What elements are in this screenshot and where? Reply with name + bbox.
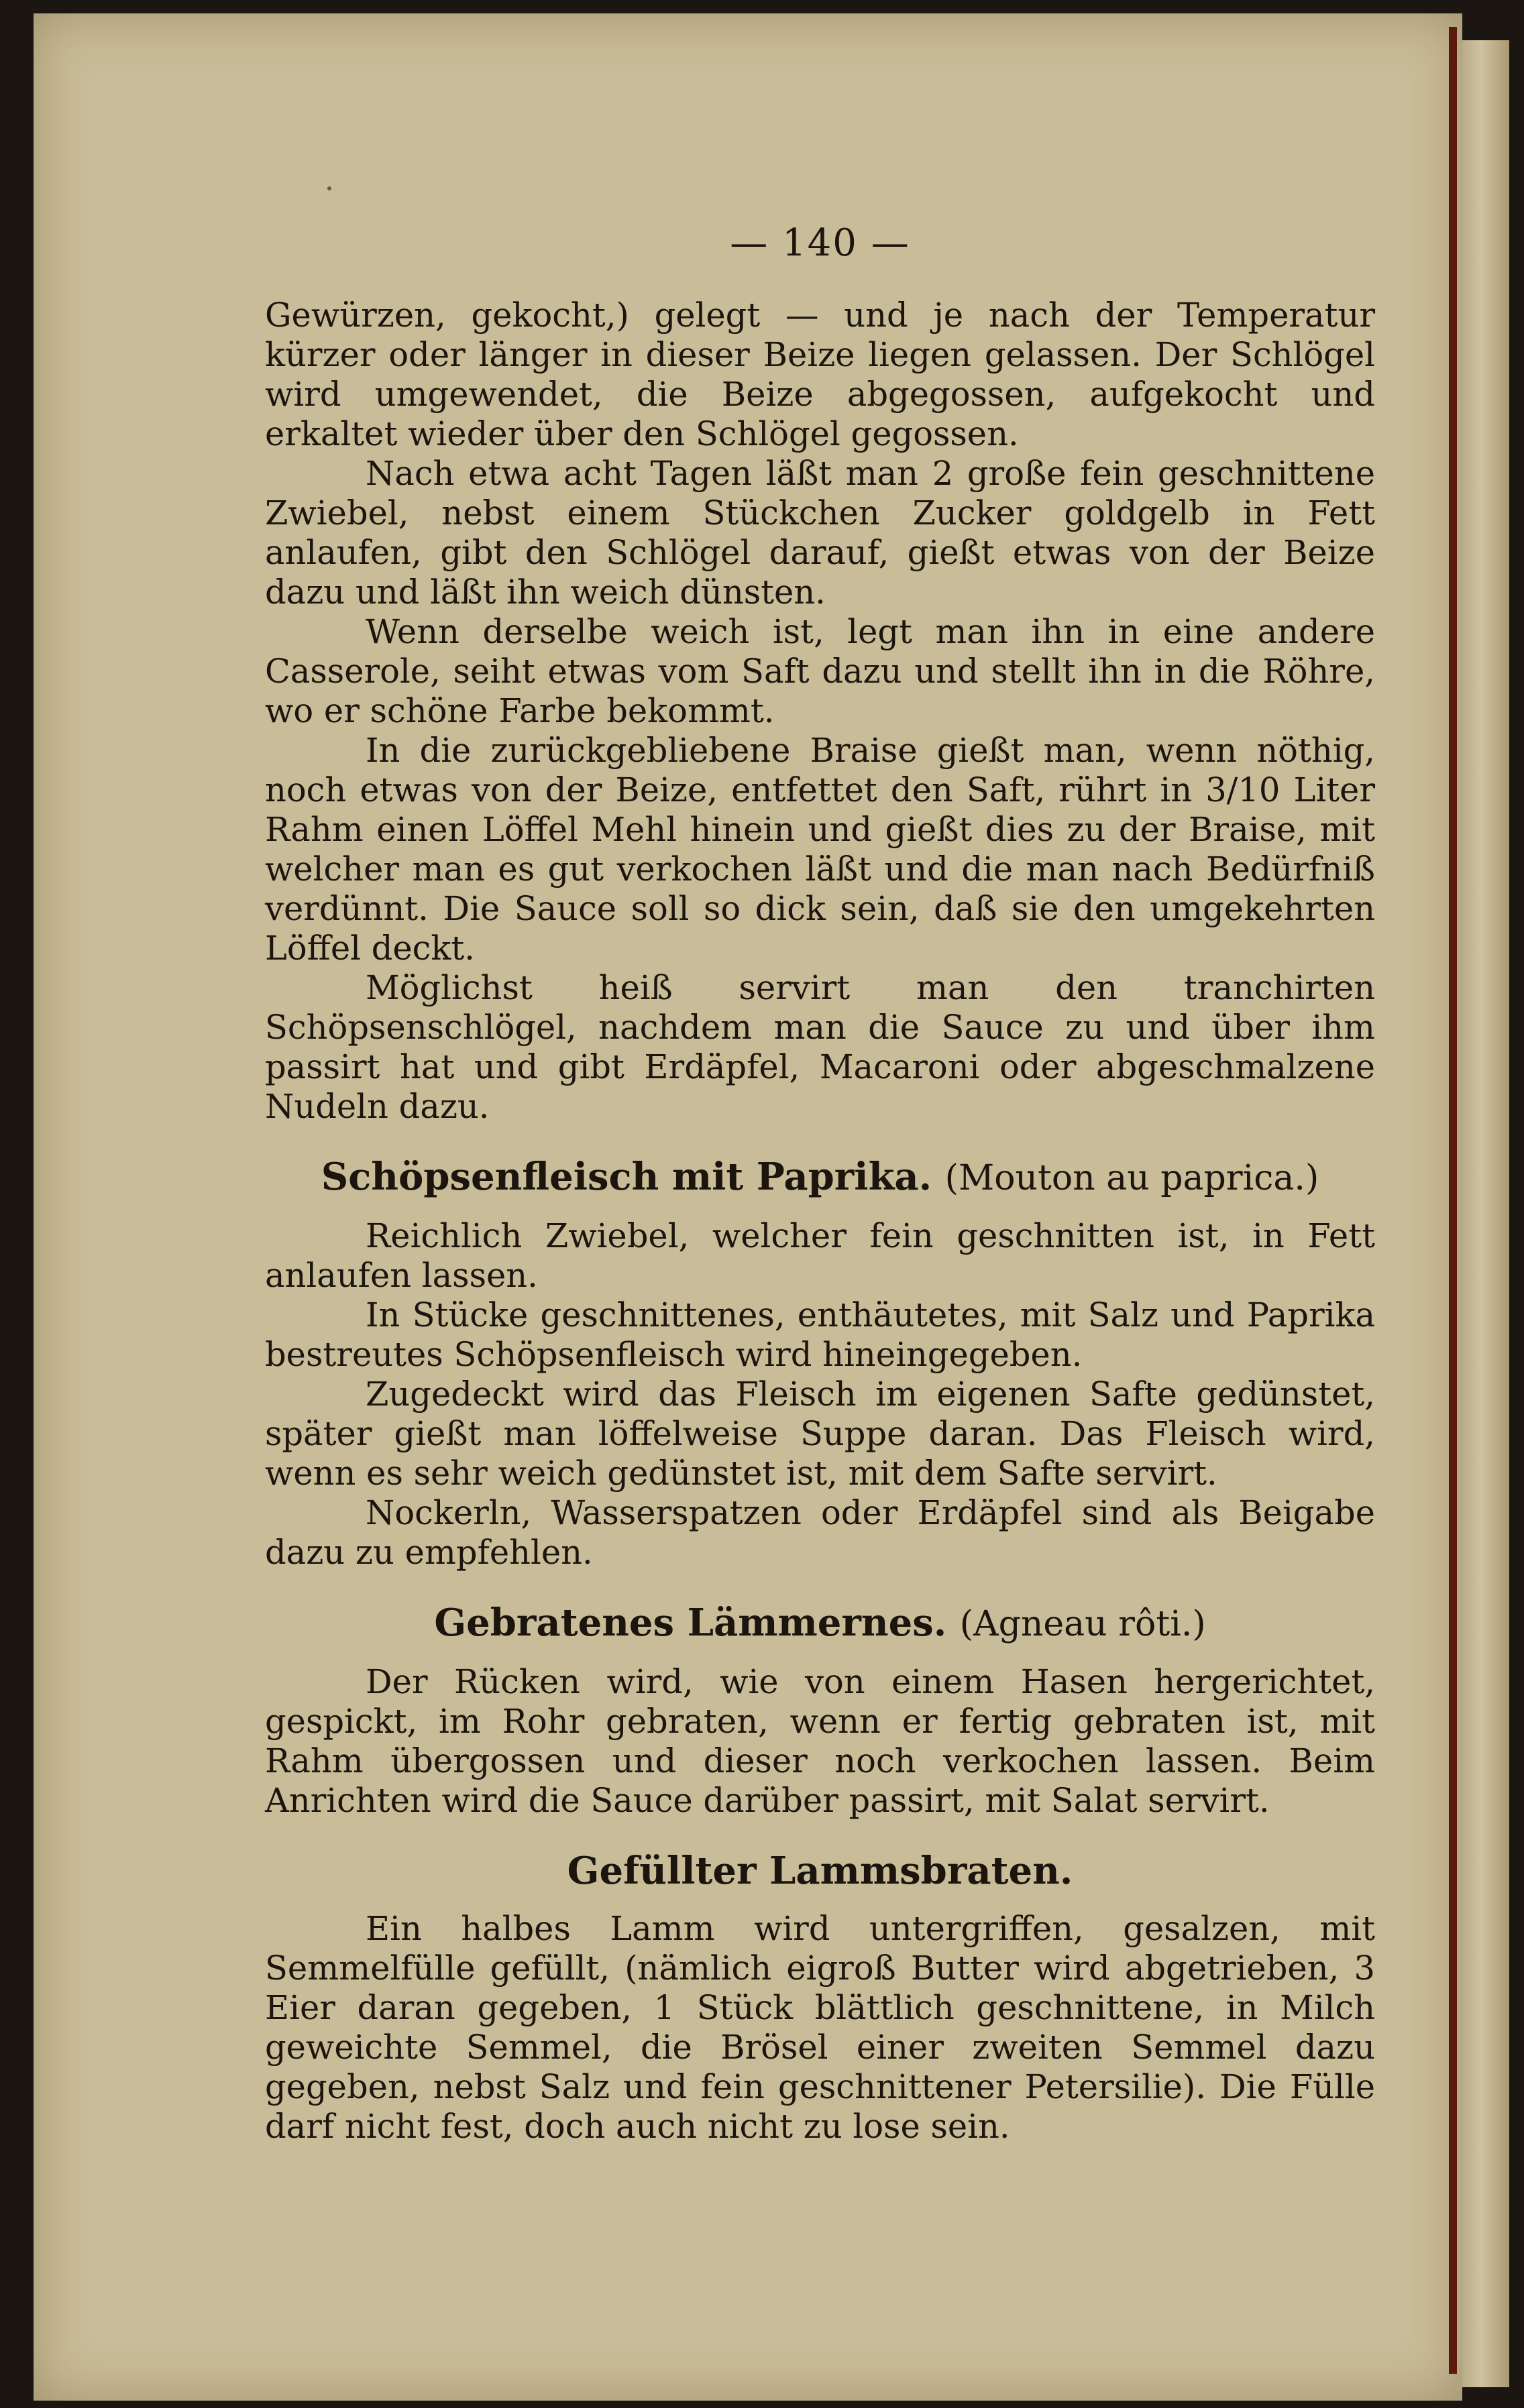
section-title-french: (Mouton au paprica.) (944, 1158, 1319, 1198)
paragraph: Nockerln, Wasserspatzen oder Erdäpfel sind als Beigabe dazu zu empfehlen. (265, 1493, 1375, 1572)
section-heading (265, 1153, 1375, 1202)
paragraph: In die zurückgebliebene Braise gießt man, wenn nöthig, noch etwas von der Beize, entfettet den Saft, rührt in 3/10 Liter Rahm einen Löffel Mehl hinein und gießt dies zu der Braise, mit welcher man es gut verkochen läßt und die man nach Bedürfniß verdünnt. Die Sauce soll so dick sein, daß sie den umgekehrten Löffel deckt. (265, 731, 1375, 968)
section-title: Gebratenes Lämmernes. (434, 1601, 947, 1645)
paragraph: Der Rücken wird, wie von einem Hasen hergerichtet, gespickt, im Rohr gebraten, wenn er fertig gebraten ist, mit Rahm übergossen und dieser noch verkochen lassen. Beim Anrichten wird die Sauce darüber passirt, mit Salat servirt. (265, 1662, 1375, 1820)
paragraph: Gewürzen, gekocht,) gelegt — und je nach der Temperatur kürzer oder länger in dieser Beize liegen gelassen. Der Schlögel wird umgewendet, die Beize abgegossen, aufgekocht und erkaltet wieder über den Schlögel gegossen. (265, 296, 1375, 453)
section-title: Schöpsenfleisch mit Paprika. (321, 1155, 932, 1199)
paragraph: Nach etwa acht Tagen läßt man 2 große fein geschnittene Zwiebel, nebst einem Stückchen Zucker goldgelb in Fett anlaufen, gibt den Schlögel darauf, gießt etwas von der Beize dazu und läßt ihn weich dünsten. (265, 454, 1375, 612)
section-heading (265, 1847, 1375, 1894)
page-number: — 140 — (730, 221, 910, 265)
paper-speck (327, 186, 331, 190)
binding-edge (1449, 27, 1457, 2374)
paragraph: Ein halbes Lamm wird untergriffen, gesalzen, mit Semmelfülle gefüllt, (nämlich eigroß Butter wird abgetrieben, 3 Eier daran gegeben, 1 Stück blättlich geschnittene, in Milch geweichte Semmel, die Brösel einer zweiten Semmel dazu gegeben, nebst Salz und fein geschnittener Petersilie). Die Fülle darf nicht fest, doch auch nicht zu lose sein. (265, 1909, 1375, 2146)
section-title-french: (Agneau rôti.) (959, 1604, 1206, 1644)
paragraph: Zugedeckt wird das Fleisch im eigenen Safte gedünstet, später gießt man löffelweise Suppe daran. Das Fleisch wird, wenn es sehr weich gedünstet ist, mit dem Safte servirt. (265, 1375, 1375, 1493)
section-heading (265, 1599, 1375, 1648)
section-title: Gefüllter Lammsbraten. (567, 1849, 1073, 1893)
paragraph: In Stücke geschnittenes, enthäutetes, mit Salz und Paprika bestreutes Schöpsenfleisch wird hineingegeben. (265, 1296, 1375, 1374)
paragraph: Möglichst heiß servirt man den tranchirten Schöpsenschlögel, nachdem man die Sauce zu und über ihm passirt hat und gibt Erdäpfel, Macaroni oder abgeschmalzene Nudeln dazu. (265, 968, 1375, 1126)
page-content (265, 221, 1375, 2146)
paragraph: Reichlich Zwiebel, welcher fein geschnitten ist, in Fett anlaufen lassen. (265, 1216, 1375, 1295)
paragraph: Wenn derselbe weich ist, legt man ihn in eine andere Casserole, seiht etwas vom Saft dazu und stellt ihn in die Röhre, wo er schöne Farbe bekommt. (265, 612, 1375, 730)
page-gutter (1462, 40, 1509, 2387)
